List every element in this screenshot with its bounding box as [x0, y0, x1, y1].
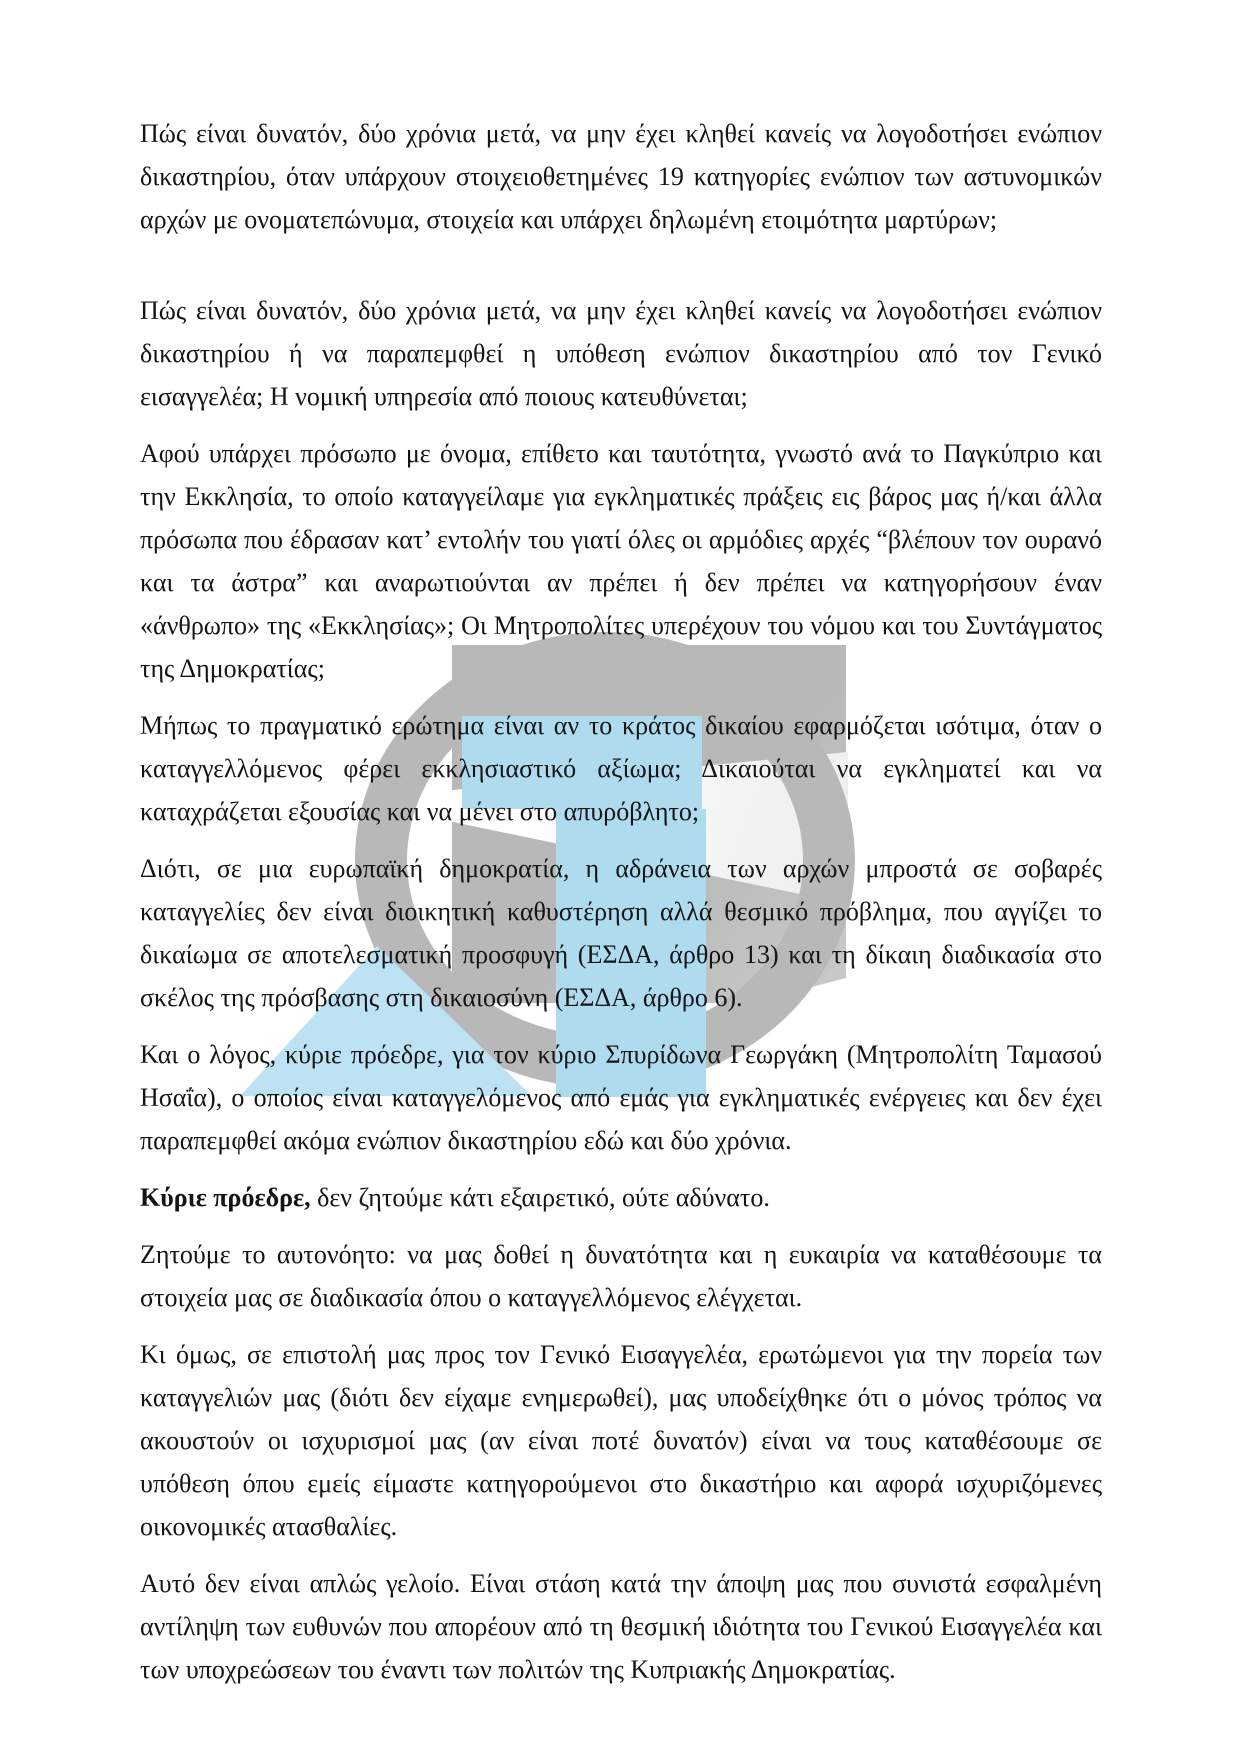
- paragraph-9: Κι όμως, σε επιστολή μας προς τον Γενικό Εισαγγελέα, ερωτώμενοι για την πορεία των καταγγελιών μας (διότι δεν είχαμε ενημερωθεί), μας υποδείχθηκε ότι ο μόνος τρόπος να ακουστούν οι ισχυρισμοί μας (αν είναι ποτέ δυνατόν) είναι να τους καταθέσουμε σε υπόθεση όπου εμείς είμαστε κατηγορούμενοι στο δικαστήριο και αφορά ισχυριζόμενες οικονομικές ατασθαλίες.: [140, 1340, 1102, 1541]
- paragraph-4: Μήπως το πραγματικό ερώτημα είναι αν το κράτος δικαίου εφαρμόζεται ισότιμα, όταν ο καταγγελλόμενος φέρει εκκλησιαστικό αξίωμα; Δικαιούται να εγκληματεί και να καταχράζεται εξουσίας και να μένει στο απυρόβλητο;: [140, 711, 1102, 826]
- paragraph-3: Αφού υπάρχει πρόσωπο με όνομα, επίθετο και ταυτότητα, γνωστό ανά το Παγκύπριο και την Εκκλησία, το οποίο καταγγείλαμε για εγκληματικές πράξεις εις βάρος μας ή/και άλλα πρόσωπα που έδρασαν κατ’ εντολήν του γιατί όλες οι αρμόδιες αρχές “βλέπουν τον ουρανό και τα άστρα” και αναρωτιούνται αν πρέπει ή δεν πρέπει να κατηγορήσουν έναν «άνθρωπο» της «Εκκλησίας»; Οι Μητροπολίτες υπερέχουν του νόμου και του Συντάγματος της Δημοκρατίας;: [140, 439, 1102, 683]
- paragraph-2: Πώς είναι δυνατόν, δύο χρόνια μετά, να μην έχει κληθεί κανείς να λογοδοτήσει ενώπιον δικαστηρίου ή να παραπεμφθεί η υπόθεση ενώπιον δικαστηρίου από τον Γενικό εισαγγελέα; Η νομική υπηρεσία από ποιους κατευθύνεται;: [140, 296, 1102, 411]
- document-body: [140, 112, 1102, 1705]
- paragraph-7: Κύριε πρόεδρε, δεν ζητούμε κάτι εξαιρετικό, ούτε αδύνατο.: [140, 1183, 770, 1212]
- paragraph-8: Ζητούμε το αυτονόητο: να μας δοθεί η δυνατότητα και η ευκαιρία να καταθέσουμε τα στοιχεία μας σε διαδικασία όπου ο καταγγελλόμενος ελέγχεται.: [140, 1240, 1102, 1312]
- paragraph-1: Πώς είναι δυνατόν, δύο χρόνια μετά, να μην έχει κληθεί κανείς να λογοδοτήσει ενώπιον δικαστηρίου, όταν υπάρχουν στοιχειοθετημένες 19 κατηγορίες ενώπιον των αστυνομικών αρχών με ονοματεπώνυμα, στοιχεία και υπάρχει δηλωμένη ετοιμότητα μαρτύρων;: [140, 119, 1102, 234]
- paragraph-5: Διότι, σε μια ευρωπαϊκή δημοκρατία, η αδράνεια των αρχών μπροστά σε σοβαρές καταγγελίες δεν είναι διοικητική καθυστέρηση αλλά θεσμικό πρόβλημα, που αγγίζει το δικαίωμα σε αποτελεσματική προσφυγή (ΕΣΔΑ, άρθρο 13) και τη δίκαιη διαδικασία στο σκέλος της πρόσβασης στη δικαιοσύνη (ΕΣΔΑ, άρθρο 6).: [140, 854, 1102, 1012]
- paragraph-10: Αυτό δεν είναι απλώς γελοίο. Είναι στάση κατά την άποψη μας που συνιστά εσφαλμένη αντίληψη των ευθυνών που απορέουν από τη θεσμική ιδιότητα του Γενικού Εισαγγελέα και των υποχρεώσεων του έναντι των πολιτών της Κυπριακής Δημοκρατίας.: [140, 1569, 1102, 1684]
- paragraph-6: Και ο λόγος, κύριε πρόεδρε, για τον κύριο Σπυρίδωνα Γεωργάκη (Μητροπολίτη Ταμασού Ησαΐα), ο οποίος είναι καταγγελόμενος από εμάς για εγκληματικές ενέργειες και δεν έχει παραπεμφθεί ακόμα ενώπιον δικαστηρίου εδώ και δύο χρόνια.: [140, 1040, 1102, 1155]
- paragraph-bold-lead: Κύριε πρόεδρε,: [140, 1183, 311, 1212]
